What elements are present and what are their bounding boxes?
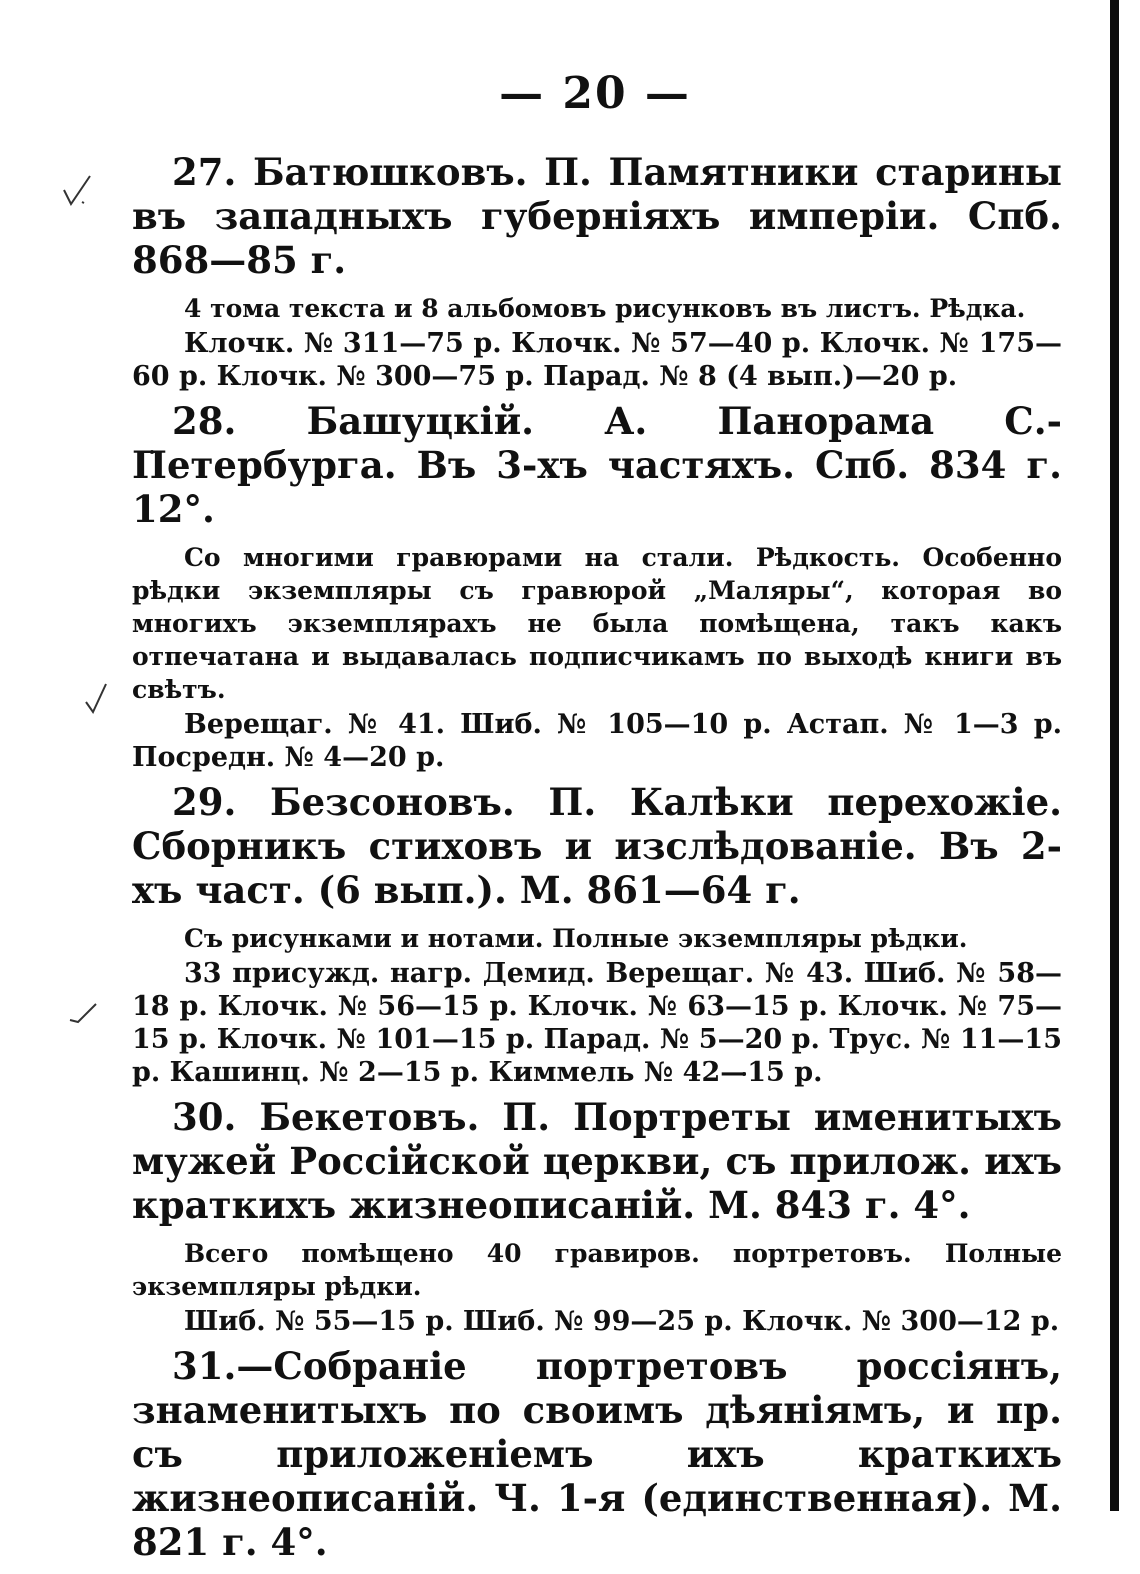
catalog-entry-31 (132, 1344, 1062, 1564)
entry-title: 27. Батюшковъ. П. Памятники старины въ западныхъ губерніяхъ имперіи. Спб. 868—85 г. (132, 150, 1062, 282)
page-number: — 20 — (499, 68, 691, 119)
entry-title: 30. Бекетовъ. П. Портреты именитыхъ мужей Россійской церкви, съ прилож. ихъ краткихъ жизнеописаній. М. 843 г. 4°. (132, 1095, 1062, 1227)
entry-prices: 33 присужд. нагр. Демид. Верещаг. № 43. Шиб. № 58—18 р. Клочк. № 56—15 р. Клочк. № 63—15 р. Клочк. № 75—15 р. Клочк. № 101—15 р. Парад. № 5—20 р. Трус. № 11—15 р. Кашинц. № 2—15 р. Киммель № 42—15 р. (132, 958, 1062, 1088)
entry-prices: Шиб. № 55—15 р. Шиб. № 99—25 р. Клочк. № 300—12 р. (184, 1306, 1060, 1337)
catalog-entries (132, 150, 1062, 1574)
entry-note: 4 тома текста и 8 альбомовъ рисунковъ въ листъ. Рѣдка. (184, 294, 1026, 323)
entry-prices: Клочк. № 311—75 р. Клочк. № 57—40 р. Клочк. № 175—60 р. Клочк. № 300—75 р. Парад. № 8 (4 вып.)—20 р. (132, 328, 1062, 392)
entry-note: Со многими гравюрами на стали. Рѣдкость. Особенно рѣдки экземпляры съ гравюрой „Маляры“, которая во многихъ экземплярахъ не была помѣщена, такъ какъ отпечатана и выдавалась подписчикамъ по выходѣ книги въ свѣтъ. (132, 543, 1062, 704)
catalog-entry-29 (132, 780, 1062, 1089)
catalog-entry-27 (132, 150, 1062, 393)
catalog-entry-28 (132, 399, 1062, 774)
catalog-entry-30 (132, 1095, 1062, 1338)
entry-prices: Верещаг. № 41. Шиб. № 105—10 р. Астап. № 1—3 р. Посредн. № 4—20 р. (132, 709, 1062, 773)
margin-check-mark-icon (66, 996, 100, 1036)
entry-note: Всего помѣщено 40 гравиров. портретовъ. Полные экземпляры рѣдки. (132, 1239, 1062, 1301)
margin-check-mark-icon (82, 678, 116, 718)
entry-title: 29. Безсоновъ. П. Калѣки перехожіе. Сборникъ стиховъ и изслѣдованіе. Въ 2-хъ част. (6 вып.). М. 861—64 г. (132, 780, 1062, 912)
entry-title: 31.—Собраніе портретовъ россіянъ, знаменитыхъ по своимъ дѣяніямъ, и пр. съ приложеніемъ ихъ краткихъ жизнеописаній. Ч. 1-я (единственная). М. 821 г. 4°. (132, 1344, 1062, 1564)
page-edge-shadow (1110, 0, 1119, 1511)
entry-title: 28. Башуцкій. А. Панорама С.-Петербурга. Въ 3-хъ частяхъ. Спб. 834 г. 12°. (132, 399, 1062, 531)
entry-note: Съ рисунками и нотами. Полные экземпляры рѣдки. (184, 924, 968, 953)
margin-check-mark-icon (60, 172, 94, 212)
